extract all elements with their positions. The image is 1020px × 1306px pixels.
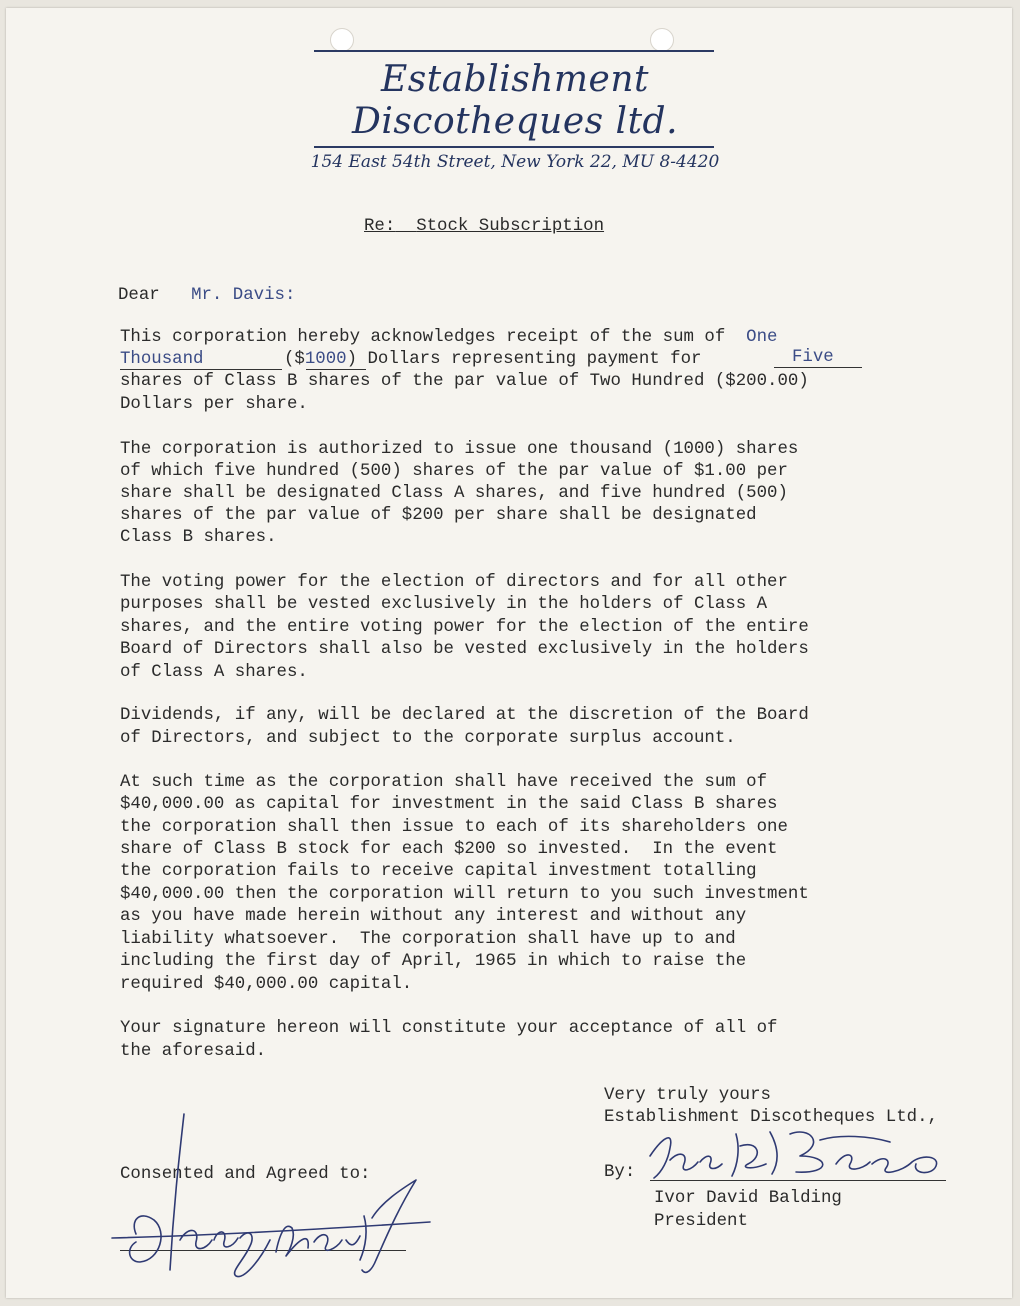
paragraph-line: shares, and the entire voting power for the election of the entire (120, 618, 809, 637)
amount-word-1: One (746, 328, 778, 347)
company-name-line2: Discotheques ltd. (351, 101, 679, 142)
by-label: By: (604, 1163, 636, 1182)
paragraph-line: Dividends, if any, will be declared at the discretion of the Board (120, 706, 809, 725)
receipt-line-2-rest: ($1000) Dollars representing payment for (284, 350, 702, 369)
consent-label: Consented and Agreed to: (120, 1165, 371, 1184)
paragraph-line: At such time as the corporation shall have received the sum of (120, 773, 768, 792)
paragraph-line: of Class A shares. (120, 663, 308, 682)
paragraph-line: purposes shall be vested exclusively in the holders of Class A (120, 595, 768, 614)
paragraph-line: $40,000.00 as capital for investment in the said Class B shares (120, 795, 778, 814)
paragraph-line: shares of the par value of $200 per share shall be designated (120, 506, 757, 525)
paragraph-line: the aforesaid. (120, 1042, 267, 1061)
punch-hole-right (650, 28, 674, 52)
paragraph-line: Class B shares. (120, 528, 277, 547)
shares-count: Five (792, 348, 834, 367)
paragraph-line: liability whatsoever. The corporation shall have up to and (120, 930, 736, 949)
letterhead-bottom-rule (314, 146, 714, 148)
paragraph-line: of Directors, and subject to the corporate surplus account. (120, 729, 736, 748)
amount-number: 1000 (304, 350, 347, 369)
receipt-line-4: Dollars per share. (120, 395, 308, 414)
paragraph-line: as you have made herein without any interest and without any (120, 907, 747, 926)
amount-word-2: Thousand (120, 350, 204, 369)
paragraph-line: the corporation fails to receive capital investment totalling (120, 862, 757, 881)
paragraph-line: share of Class B stock for each $200 so invested. In the event (120, 840, 778, 859)
recipient-name: Mr. Davis: (191, 286, 296, 305)
paragraph-line: share shall be designated Class A shares, and five hundred (500) (120, 484, 788, 503)
signature-davis (110, 1110, 440, 1280)
shares-count-underline (774, 367, 862, 368)
closing-line-2: Establishment Discotheques Ltd., (604, 1108, 938, 1127)
letterhead-top-rule (314, 50, 714, 52)
closing-line-1: Very truly yours (604, 1086, 771, 1105)
subject-prefix: Re: (364, 217, 396, 236)
punch-hole-left (330, 28, 354, 52)
paragraph-line: $40,000.00 then the corporation will return to you such investment (120, 885, 809, 904)
subject-line (364, 216, 604, 238)
company-name-line1: Establishment (380, 59, 649, 100)
paragraph-line: The corporation is authorized to issue one thousand (1000) shares (120, 440, 799, 459)
paragraph-line: including the first day of April, 1965 in which to raise the (120, 952, 747, 971)
signature-balding (640, 1120, 960, 1190)
paragraph-line: required $40,000.00 capital. (120, 975, 413, 994)
amount-number-underline (306, 369, 366, 370)
salutation-word: Dear (118, 286, 160, 305)
paragraph-line: The voting power for the election of directors and for all other (120, 573, 788, 592)
receipt-line-1: This corporation hereby acknowledges receipt of the sum of One (120, 328, 778, 347)
paragraph-line: the corporation shall then issue to each of its shareholders one (120, 818, 788, 837)
company-address: 154 East 54th Street, New York 22, MU 8-4420 (310, 152, 720, 172)
signer-title: President (654, 1212, 748, 1231)
paragraph-line: of which five hundred (500) shares of the par value of $1.00 per (120, 462, 788, 481)
signer-name: Ivor David Balding (654, 1189, 842, 1208)
paragraph-line: Your signature hereon will constitute your acceptance of all of (120, 1019, 778, 1038)
receipt-line-3: shares of Class B shares of the par value of Two Hundred ($200.00) (120, 372, 809, 391)
paragraph-line: Board of Directors shall also be vested exclusively in the holders (120, 640, 809, 659)
subject-text: Stock Subscription (416, 217, 605, 236)
salutation (118, 285, 295, 307)
amount-words-underline (120, 369, 282, 370)
